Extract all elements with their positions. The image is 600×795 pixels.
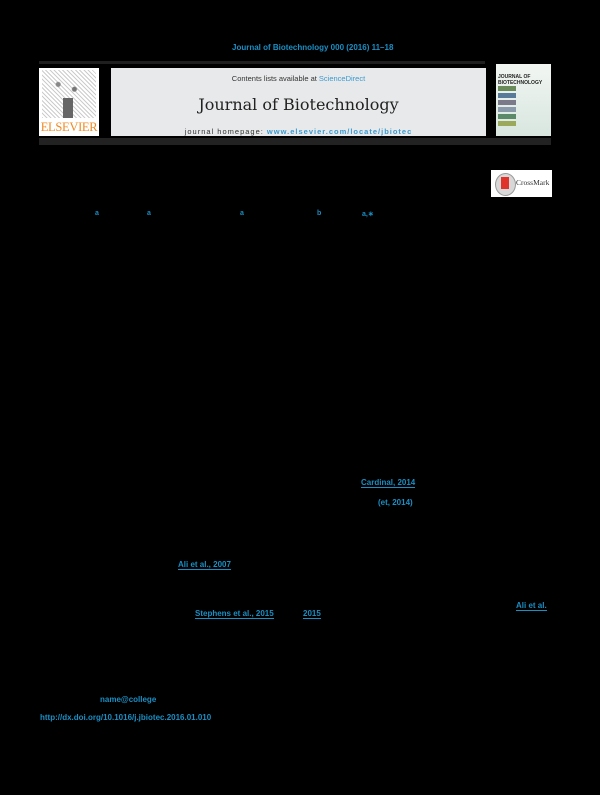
reference-link[interactable]: Cardinal, 2014: [361, 478, 416, 487]
affiliation-mark[interactable]: b: [317, 210, 322, 217]
cover-image-strip: [498, 107, 516, 112]
crossmark-ribbon-icon: [501, 177, 509, 189]
doi-link[interactable]: http://dx.doi.org/10.1016/j.jbiotec.2016.01.010: [40, 713, 212, 722]
reference-link[interactable]: Stephens et al., 2015: [195, 609, 274, 618]
crossmark-label: CrossMark: [516, 178, 550, 187]
journal-title: Journal of Biotechnology: [198, 95, 399, 114]
cover-title: JOURNAL OF BIOTECHNOLOGY: [498, 74, 543, 86]
tree-trunk-icon: [63, 98, 73, 118]
journal-citation-link[interactable]: Journal of Biotechnology 000 (2016) 11–18: [232, 43, 394, 52]
reference-link[interactable]: 2015: [303, 609, 321, 618]
affiliation-mark[interactable]: a: [240, 210, 244, 217]
journal-masthead: [111, 68, 486, 136]
homepage-link[interactable]: www.elsevier.com/locate/jbiotec: [266, 127, 413, 136]
affiliation-mark[interactable]: a,∗: [362, 211, 374, 218]
journal-cover-thumbnail[interactable]: [496, 64, 551, 136]
reference-link[interactable]: Ali et al.: [516, 601, 547, 610]
cover-image-strip: [498, 86, 516, 91]
affiliation-mark[interactable]: a: [95, 210, 99, 217]
homepage-line: [111, 127, 486, 136]
cover-image-strip: [498, 100, 516, 105]
publisher-logo-text: ELSEVIER: [40, 120, 98, 134]
affiliation-mark[interactable]: a: [147, 210, 151, 217]
sciencedirect-link[interactable]: ScienceDirect: [318, 74, 366, 83]
contents-line: [111, 74, 486, 83]
crossmark-button[interactable]: [491, 170, 552, 197]
header-divider: [39, 138, 551, 145]
elsevier-logo[interactable]: [39, 68, 99, 136]
cover-image-strip: [498, 93, 516, 98]
reference-link[interactable]: Ali et al., 2007: [178, 560, 231, 569]
crossmark-icon: [495, 173, 516, 196]
corresponding-email-link[interactable]: name@college: [100, 695, 157, 704]
cover-image-strip: [498, 114, 516, 119]
homepage-prefix: journal homepage:: [184, 127, 267, 136]
reference-link[interactable]: (et, 2014): [378, 498, 413, 507]
contents-prefix: Contents lists available at: [231, 74, 319, 83]
cover-image-strip: [498, 121, 516, 126]
header-rule: [39, 61, 485, 64]
